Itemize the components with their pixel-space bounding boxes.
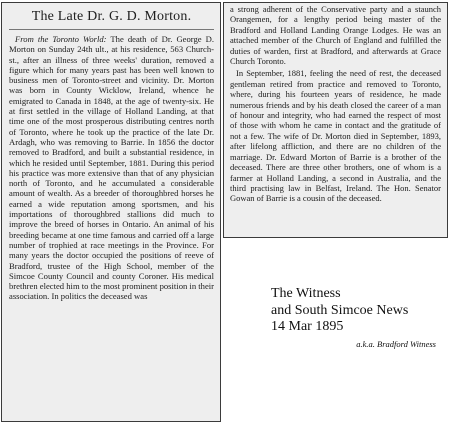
clipping-right-content [224,3,447,204]
source-caption [271,286,446,349]
caption-newspaper-name: The Witness [271,286,341,301]
obituary-paragraph-2: In September, 1881, feeling the need of rest, the deceased gentleman retired from practice and removed to Toronto, where, during his fourteen years of residence, he made numerous friends and by his death closed the career of a man of honour and integrity, who had earned the respect of most of those with whom he came in contact and the gratitude of not a few. The wife of Dr. Morton died in September, 1893, after lifelong affliction, and there are no children of the marriage. Dr. Edward Morton of Barrie is a brother of the deceased. There are three other brothers, one of whom is a farmer at Holland Landing, a second in Australia, and the third practising law in Belfast, Ireland. The Hon. Senator Gowan of Barrie is a cousin of the deceased. [230,68,441,204]
clipping-left-content [2,3,220,302]
newspaper-clipping-left [1,2,221,422]
caption-alias: a.k.a. Bradford Witness [356,338,436,349]
caption-newspaper-name-continued: and South Simcoe News [271,302,409,318]
newspaper-clipping-right [223,2,448,238]
caption-date: 14 Mar 1895 [271,319,344,334]
obituary-paragraph-1-body: The death of Dr. George D. Morton on Sunday 24th ult., at his residence, 563 Church-st., after an illness of three weeks' duration, removed a figure which for many years past has been well known to business men of Toronto-street and vicinity. Dr. Morton was born in County Wicklow, Ireland, whence he emigrated to Canada in 1848, at the age of twenty-six. He at first settled in the village of Holland Landing, at that time one of the most prosperous distributing centres north of Toronto, where he took up the practice of the late Dr. Ardagh, who was removing to Barrie. In 1856 the doctor removed to Bradford, and built a substantial residence, in which he resided until September, 1881. During this period his practice was more extensive than that of any physician north of Toronto, and he accumulated a considerable amount of wealth. As a breeder of thoroughbred horses he earned a wide reputation among sportsmen, and his importations of thoroughbred stallions did much to improve the breed of horses in Ontario. An animal of his breeding became at one time famous and carried off a large number of trophied at race meetings in the Province. For many years the doctor occupied the positions of reeve of Bradford, trustee of the High School, member of the Simcoe County Council and county Coroner. His medical brethren elected him to the most prominent position in their association. In politics the deceased was [9,34,215,302]
obituary-paragraph-1 [9,34,214,302]
obituary-paragraph-continued: a strong adherent of the Conservative party and a staunch Orangemen, for a lengthy period being master of the Bradford and Holland Landing Orange Lodges. He was an attached member of the Church of England and fulfilled the duties of warden, first at Bradford, and afterwards at Grace Church Toronto. [230,4,441,67]
obituary-dateline: From the Toronto World: [15,34,107,44]
obituary-headline: The Late Dr. G. D. Morton. [31,9,192,24]
headline-rule [9,29,214,30]
